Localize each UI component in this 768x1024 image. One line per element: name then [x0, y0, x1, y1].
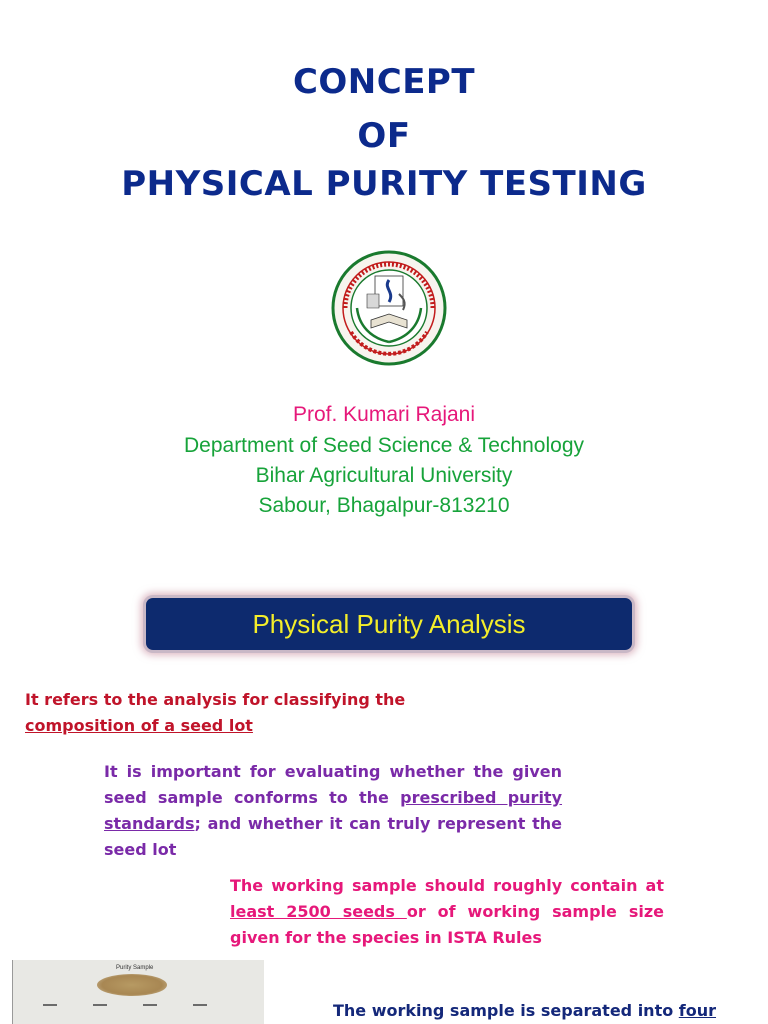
author-university: Bihar Agricultural University	[255, 464, 513, 487]
university-seal-icon	[331, 250, 447, 366]
photo-mark	[43, 1004, 57, 1006]
photo-label: Purity Sample	[116, 965, 154, 971]
page-title-line1: CONCEPT	[292, 62, 476, 102]
working-sample-text-a: The working sample should roughly contain at	[230, 876, 664, 895]
page-title-line3: PHYSICAL PURITY TESTING	[121, 164, 647, 204]
separation-text: The working sample is separated into	[333, 1001, 679, 1020]
author-name: Prof. Kumari Rajani	[292, 403, 476, 426]
definition-text: It refers to the analysis for classifying the	[25, 690, 406, 709]
seed-pile-image	[97, 974, 167, 996]
working-sample-paragraph	[230, 873, 664, 951]
importance-paragraph	[104, 759, 562, 863]
definition-paragraph	[25, 687, 425, 739]
purity-sample-photo	[12, 960, 264, 1024]
separation-emphasis: four	[678, 1001, 717, 1020]
working-sample-emphasis: least 2500 seeds	[230, 902, 407, 921]
section-banner	[146, 598, 632, 650]
page-title-line2: OF	[357, 116, 411, 156]
importance-emphasis: prescribed purity standards	[104, 788, 563, 833]
importance-text-a: It is important for evaluating whether the given seed sample conforms to the	[104, 762, 562, 807]
section-banner-label: Physical Purity Analysis	[252, 608, 526, 639]
photo-mark	[143, 1004, 157, 1006]
author-address: Sabour, Bhagalpur-813210	[258, 494, 510, 517]
working-sample-text-b: or of working sample size given for the species in ISTA Rules	[230, 902, 665, 947]
definition-emphasis: composition of a seed lot	[25, 716, 253, 735]
separation-paragraph	[333, 998, 743, 1024]
photo-mark	[93, 1004, 107, 1006]
author-department: Department of Seed Science & Technology	[183, 434, 585, 457]
importance-text-b: ; and whether it can truly represent the seed lot	[104, 814, 562, 859]
photo-mark	[193, 1004, 207, 1006]
